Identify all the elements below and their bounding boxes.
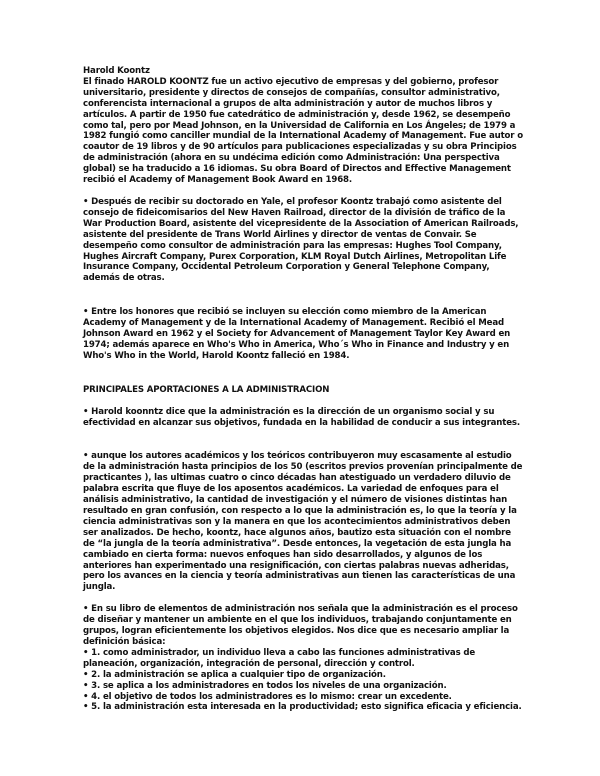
- list-item: • 1. como administrador, un individuo lleva a cabo las funciones administrativas de planeación, organización, integración de personal, dirección y control.: [83, 647, 476, 669]
- biography-paragraph: El finado HAROLD KOONTZ fue un activo ejecutivo de empresas y del gobierno, profesor universitario, presidente y directos de consejos de compañías, consultor administrativo, conferencista internacional a grupos de alta administración y autor de muchos libros y artículos. A partir de 1950 fue catedrático de administración y, desde 1962, se desempeño como tal, pero por Mead Johnson, en la Universidad de California en Los Ángeles; de 1979 a 1982 fungió como canciller mundial de la International Academy of Management. Fue autor o coautor de 19 libros y de 90 artículos para publicaciones especializadas y su obra Principios de administración (ahora en su undécima edición como Administración: Una perspectiva global) se ha traducido a 16 idiomas. Su obra Board of Directos and Effective Management recibió el Academy of Management Book Award en 1968.: [83, 76, 523, 186]
- jungle-paragraph: • aunque los autores académicos y los teóricos contribuyeron muy escasamente al estudio de la administración hasta principios de los 50 (escritos previos provenían principalmente de practicantes ), las ultimas cuatro o cinco décadas han atestiguado un verdadero diluvio de palabra escrita que fluye de los aposentos académicos. La variedad de enfoques para el análisis administrativo, la cantidad de investigación y el número de visiones distintas han resultado en gran confusión, con respecto a lo que la administración es, lo que la teoría y la ciencia administrativas son y la manera en que los acontecimientos administrativos deben ser analizados. De hecho, koontz, hace algunos años, bautizo esta situación con el nombre de “la jungla de la teoría administrativa”. Desde entonces, la vegetación de esta jungla ha cambiado en cierta forma: nuevos enfoques han sido desarrollados, y algunos de los anteriores han experimentado una resignificación, con ciertas palabras nuevas adheridas, pero los avances en la ciencia y teoría administrativas aun tienen las características de una jungla.: [83, 451, 523, 593]
- definition-paragraph: • Harold koonntz dice que la administración es la dirección de un organismo social y su efectividad en alcanzar sus objetivos, fundada en la habilidad de conducir a sus integrantes.: [83, 406, 520, 428]
- document-page: [83, 66, 523, 713]
- list-item: • 3. se aplica a los administradores en todos los niveles de una organización.: [83, 680, 447, 691]
- honors-paragraph: • Entre los honores que recibió se incluyen su elección como miembro de la American Academy of Management y de la International Academy of Management. Recibió el Mead Johnson Award en 1962 y el Society for Advancement of Management Taylor Key Award en 1974; además aparece en Who's Who in America, Who´s Who in Finance and Industry y en Who's Who in the World, Harold Koontz falleció en 1984.: [83, 307, 511, 361]
- section-heading: PRINCIPALES APORTACIONES A LA ADMINISTRACION: [83, 384, 330, 395]
- document-title: Harold Koontz: [83, 66, 150, 76]
- list-item: • 4. el objetivo de todos los administradores es lo mismo: crear un excedente.: [83, 691, 452, 702]
- book-points-list: [83, 648, 523, 713]
- career-paragraph: • Después de recibir su doctorado en Yale, el profesor Koontz trabajó como asistente del consejo de fideicomisarios del New Haven Railroad, director de la división de tráfico de la War Production Board, asistente del vicepresidente de la Association of American Railroads, asistente del presidente de Trans World Airlines y director de ventas de Convair. Se desempeño como consultor de administración para las empresas: Hughes Tool Company, Hughes Aircraft Company, Purex Corporation, KLM Royal Dutch Airlines, Metropolitan Life Insurance Company, Occidental Petroleum Corporation y General Telephone Company, además de otras.: [83, 196, 519, 284]
- list-item: • 2. la administración se aplica a cualquier tipo de organización.: [83, 669, 386, 680]
- list-item: • 5. la administración esta interesada en la productividad; esto significa eficacia y eficiencia.: [83, 702, 522, 713]
- book-intro-paragraph: • En su libro de elementos de administración nos señala que la administración es el proceso de diseñar y mantener un ambiente en el que los individuos, trabajando conjuntamente en grupos, logran eficientemente los objetivos elegidos. Nos dice que es necesario ampliar la definición básica:: [83, 604, 518, 647]
